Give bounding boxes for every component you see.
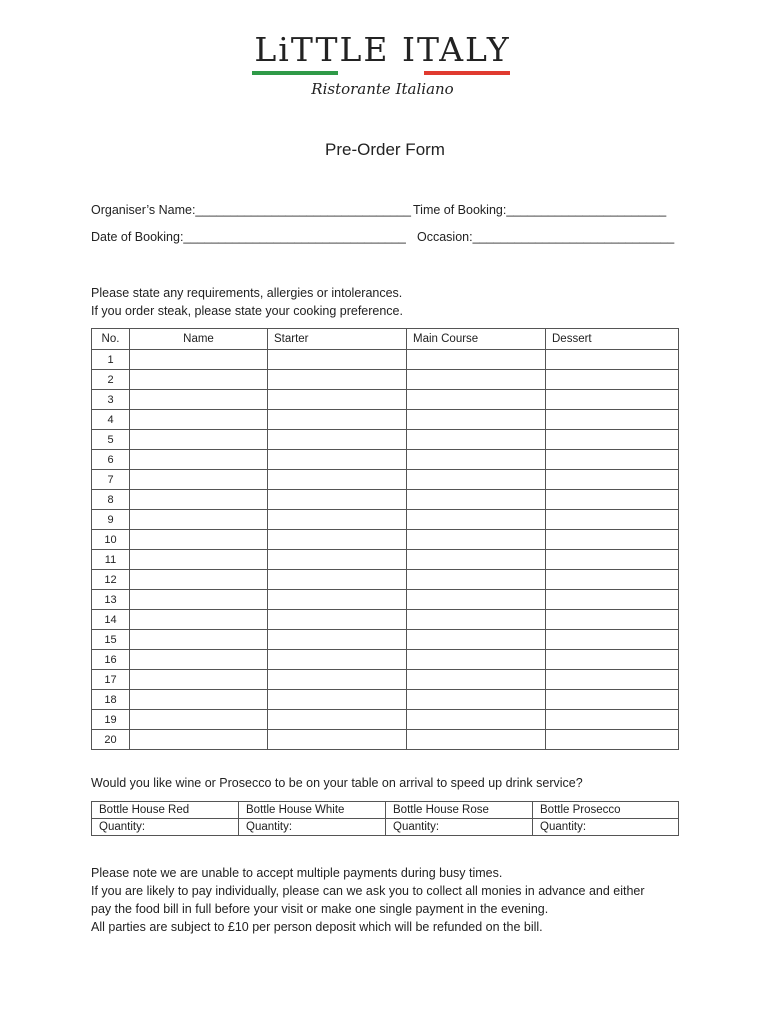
quantity-house-red[interactable]: Quantity: <box>92 819 239 836</box>
drink-house-white: Bottle House White <box>239 802 386 819</box>
footer-line-4: All parties are subject to £10 per person deposit which will be refunded on the bill. <box>91 920 543 934</box>
name-cell[interactable] <box>130 370 268 390</box>
name-cell[interactable] <box>130 630 268 650</box>
table-row <box>92 410 679 430</box>
table-row <box>92 610 679 630</box>
main-course-cell[interactable] <box>407 550 546 570</box>
drinks-name-row <box>92 802 679 819</box>
drink-house-red: Bottle House Red <box>92 802 239 819</box>
main-course-cell[interactable] <box>407 610 546 630</box>
name-cell[interactable] <box>130 730 268 750</box>
name-cell[interactable] <box>130 510 268 530</box>
header-main-course: Main Course <box>407 329 546 350</box>
starter-cell[interactable] <box>268 630 407 650</box>
logo-title: LiTTLE ITALY <box>254 30 511 69</box>
table-header-row <box>92 329 679 350</box>
main-course-cell[interactable] <box>407 530 546 550</box>
row-number: 12 <box>92 570 130 590</box>
instructions-line-1: Please state any requirements, allergies or intolerances. <box>91 286 403 300</box>
dessert-cell[interactable] <box>546 670 679 690</box>
occasion-field[interactable]: Occasion:_____________________________ <box>417 230 675 244</box>
row-number: 15 <box>92 630 130 650</box>
dessert-cell[interactable] <box>546 430 679 450</box>
dessert-cell[interactable] <box>546 710 679 730</box>
footer-line-2: If you are likely to pay individually, please can we ask you to collect all monies in advance and either <box>91 884 645 898</box>
quantity-house-white[interactable]: Quantity: <box>239 819 386 836</box>
logo-red-bar <box>424 71 510 75</box>
row-number: 6 <box>92 450 130 470</box>
starter-cell[interactable] <box>268 550 407 570</box>
row-number: 18 <box>92 690 130 710</box>
restaurant-logo <box>250 30 515 110</box>
dessert-cell[interactable] <box>546 630 679 650</box>
main-course-cell[interactable] <box>407 410 546 430</box>
wine-question: Would you like wine or Prosecco to be on your table on arrival to speed up drink service? <box>91 776 583 790</box>
table-row <box>92 570 679 590</box>
starter-cell[interactable] <box>268 410 407 430</box>
row-number: 19 <box>92 710 130 730</box>
starter-cell[interactable] <box>268 430 407 450</box>
table-row <box>92 650 679 670</box>
dessert-cell[interactable] <box>546 370 679 390</box>
main-course-cell[interactable] <box>407 590 546 610</box>
main-course-cell[interactable] <box>407 450 546 470</box>
logo-subtitle: Ristorante Italiano <box>311 80 454 98</box>
date-of-booking-field[interactable]: Date of Booking:________________________________ <box>91 230 406 244</box>
name-cell[interactable] <box>130 410 268 430</box>
main-course-cell[interactable] <box>407 570 546 590</box>
dessert-cell[interactable] <box>546 470 679 490</box>
main-course-cell[interactable] <box>407 370 546 390</box>
name-cell[interactable] <box>130 670 268 690</box>
row-number: 5 <box>92 430 130 450</box>
row-number: 11 <box>92 550 130 570</box>
table-row <box>92 510 679 530</box>
footer-line-3: pay the food bill in full before your visit or make one single payment in the evening. <box>91 902 549 916</box>
main-course-cell[interactable] <box>407 430 546 450</box>
table-row <box>92 710 679 730</box>
main-course-cell[interactable] <box>407 730 546 750</box>
row-number: 10 <box>92 530 130 550</box>
starter-cell[interactable] <box>268 530 407 550</box>
header-starter: Starter <box>268 329 407 350</box>
starter-cell[interactable] <box>268 690 407 710</box>
dessert-cell[interactable] <box>546 690 679 710</box>
drinks-table <box>91 801 679 836</box>
starter-cell[interactable] <box>268 610 407 630</box>
name-cell[interactable] <box>130 610 268 630</box>
name-cell[interactable] <box>130 350 268 370</box>
dessert-cell[interactable] <box>546 510 679 530</box>
dessert-cell[interactable] <box>546 650 679 670</box>
table-row <box>92 690 679 710</box>
table-row <box>92 630 679 650</box>
starter-cell[interactable] <box>268 570 407 590</box>
name-cell[interactable] <box>130 490 268 510</box>
logo-green-bar <box>252 71 338 75</box>
dessert-cell[interactable] <box>546 410 679 430</box>
row-number: 1 <box>92 350 130 370</box>
name-cell[interactable] <box>130 470 268 490</box>
dessert-cell[interactable] <box>546 490 679 510</box>
name-cell[interactable] <box>130 450 268 470</box>
dessert-cell[interactable] <box>546 550 679 570</box>
starter-cell[interactable] <box>268 470 407 490</box>
row-number: 9 <box>92 510 130 530</box>
table-row <box>92 430 679 450</box>
starter-cell[interactable] <box>268 370 407 390</box>
main-course-cell[interactable] <box>407 470 546 490</box>
quantity-prosecco[interactable]: Quantity: <box>533 819 679 836</box>
name-cell[interactable] <box>130 550 268 570</box>
table-row <box>92 550 679 570</box>
main-course-cell[interactable] <box>407 630 546 650</box>
row-number: 13 <box>92 590 130 610</box>
dessert-cell[interactable] <box>546 730 679 750</box>
name-cell[interactable] <box>130 570 268 590</box>
dessert-cell[interactable] <box>546 450 679 470</box>
table-row <box>92 350 679 370</box>
main-course-cell[interactable] <box>407 350 546 370</box>
name-cell[interactable] <box>130 650 268 670</box>
main-course-cell[interactable] <box>407 490 546 510</box>
starter-cell[interactable] <box>268 650 407 670</box>
dessert-cell[interactable] <box>546 350 679 370</box>
dessert-cell[interactable] <box>546 590 679 610</box>
table-row <box>92 370 679 390</box>
table-row <box>92 670 679 690</box>
main-course-cell[interactable] <box>407 650 546 670</box>
row-number: 8 <box>92 490 130 510</box>
table-row <box>92 730 679 750</box>
starter-cell[interactable] <box>268 590 407 610</box>
name-cell[interactable] <box>130 390 268 410</box>
row-number: 20 <box>92 730 130 750</box>
table-row <box>92 470 679 490</box>
starter-cell[interactable] <box>268 390 407 410</box>
name-cell[interactable] <box>130 530 268 550</box>
header-no: No. <box>92 329 130 350</box>
row-number: 2 <box>92 370 130 390</box>
row-number: 3 <box>92 390 130 410</box>
starter-cell[interactable] <box>268 730 407 750</box>
page-title: Pre-Order Form <box>325 140 445 159</box>
dessert-cell[interactable] <box>546 610 679 630</box>
main-course-cell[interactable] <box>407 670 546 690</box>
footer-line-1: Please note we are unable to accept multiple payments during busy times. <box>91 866 503 880</box>
table-row <box>92 530 679 550</box>
pre-order-table <box>91 328 679 750</box>
drink-prosecco: Bottle Prosecco <box>533 802 679 819</box>
name-cell[interactable] <box>130 690 268 710</box>
starter-cell[interactable] <box>268 670 407 690</box>
name-cell[interactable] <box>130 710 268 730</box>
drink-house-rose: Bottle House Rose <box>386 802 533 819</box>
starter-cell[interactable] <box>268 710 407 730</box>
starter-cell[interactable] <box>268 490 407 510</box>
main-course-cell[interactable] <box>407 690 546 710</box>
instructions-line-2: If you order steak, please state your cooking preference. <box>91 304 403 318</box>
quantity-house-rose[interactable]: Quantity: <box>386 819 533 836</box>
header-name: Name <box>130 329 268 350</box>
row-number: 14 <box>92 610 130 630</box>
starter-cell[interactable] <box>268 350 407 370</box>
row-number: 7 <box>92 470 130 490</box>
drinks-quantity-row <box>92 819 679 836</box>
organiser-name-field[interactable]: Organiser’s Name:_______________________________ <box>91 203 411 217</box>
header-dessert: Dessert <box>546 329 679 350</box>
table-row <box>92 490 679 510</box>
table-row <box>92 390 679 410</box>
dessert-cell[interactable] <box>546 530 679 550</box>
main-course-cell[interactable] <box>407 390 546 410</box>
table-row <box>92 590 679 610</box>
row-number: 4 <box>92 410 130 430</box>
main-course-cell[interactable] <box>407 510 546 530</box>
row-number: 16 <box>92 650 130 670</box>
starter-cell[interactable] <box>268 450 407 470</box>
dessert-cell[interactable] <box>546 570 679 590</box>
table-row <box>92 450 679 470</box>
dessert-cell[interactable] <box>546 390 679 410</box>
time-of-booking-field[interactable]: Time of Booking:_______________________ <box>413 203 667 217</box>
starter-cell[interactable] <box>268 510 407 530</box>
name-cell[interactable] <box>130 430 268 450</box>
name-cell[interactable] <box>130 590 268 610</box>
main-course-cell[interactable] <box>407 710 546 730</box>
row-number: 17 <box>92 670 130 690</box>
